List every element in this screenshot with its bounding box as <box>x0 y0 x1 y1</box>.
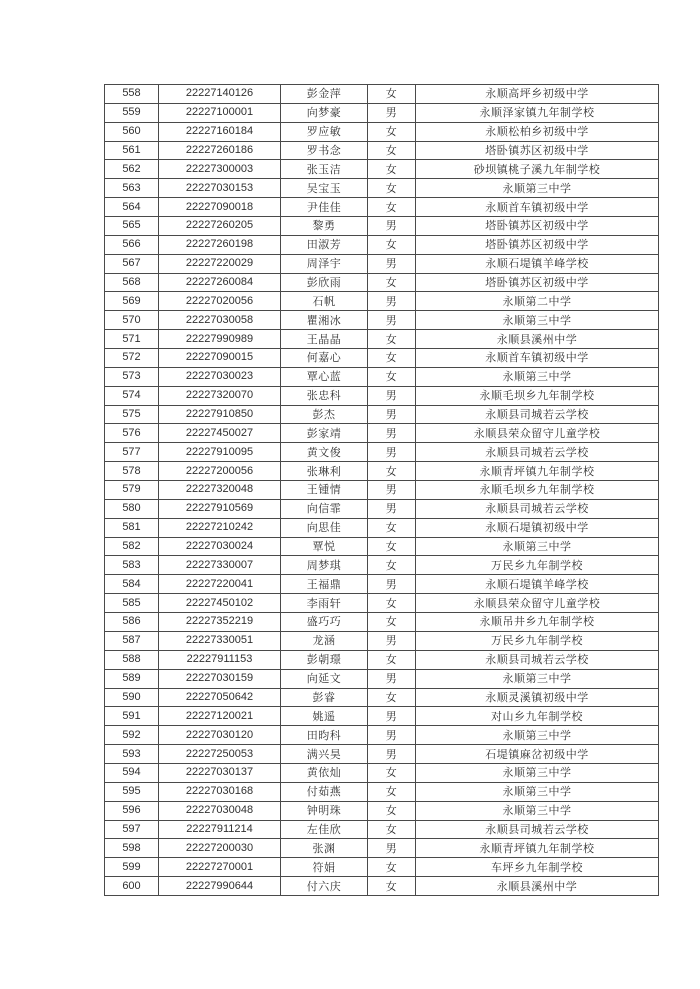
exam-id-cell: 22227030058 <box>159 311 281 330</box>
table-row <box>105 669 659 688</box>
name-cell: 王晶晶 <box>281 330 368 349</box>
table-row <box>105 726 659 745</box>
school-cell: 永顺第三中学 <box>416 367 659 386</box>
serial-cell: 575 <box>105 405 159 424</box>
school-cell: 永顺高坪乡初级中学 <box>416 85 659 104</box>
serial-cell: 560 <box>105 122 159 141</box>
gender-cell: 男 <box>368 103 416 122</box>
table-row <box>105 877 659 896</box>
table-row <box>105 424 659 443</box>
gender-cell: 女 <box>368 858 416 877</box>
serial-cell: 597 <box>105 820 159 839</box>
gender-cell: 女 <box>368 198 416 217</box>
exam-id-cell: 22227140126 <box>159 85 281 104</box>
gender-cell: 男 <box>368 405 416 424</box>
exam-id-cell: 22227990644 <box>159 877 281 896</box>
exam-id-cell: 22227030023 <box>159 367 281 386</box>
school-cell: 永顺石堤镇初级中学 <box>416 518 659 537</box>
name-cell: 姚遥 <box>281 707 368 726</box>
exam-id-cell: 22227300003 <box>159 160 281 179</box>
exam-id-cell: 22227320070 <box>159 386 281 405</box>
name-cell: 瞿湘冰 <box>281 311 368 330</box>
school-cell: 车坪乡九年制学校 <box>416 858 659 877</box>
name-cell: 李雨轩 <box>281 594 368 613</box>
serial-cell: 584 <box>105 575 159 594</box>
table-row <box>105 198 659 217</box>
name-cell: 付茹燕 <box>281 782 368 801</box>
gender-cell: 男 <box>368 481 416 500</box>
serial-cell: 600 <box>105 877 159 896</box>
school-cell: 塔卧镇苏区初级中学 <box>416 235 659 254</box>
school-cell: 石堤镇麻岔初级中学 <box>416 745 659 764</box>
exam-id-cell: 22227090018 <box>159 198 281 217</box>
school-cell: 永顺灵溪镇初级中学 <box>416 688 659 707</box>
table-row <box>105 499 659 518</box>
exam-id-cell: 22227100001 <box>159 103 281 122</box>
school-cell: 永顺石堤镇羊峰学校 <box>416 254 659 273</box>
gender-cell: 男 <box>368 311 416 330</box>
student-roster-body <box>105 85 659 896</box>
serial-cell: 583 <box>105 556 159 575</box>
name-cell: 罗书念 <box>281 141 368 160</box>
gender-cell: 女 <box>368 235 416 254</box>
name-cell: 何嘉心 <box>281 349 368 368</box>
table-row <box>105 103 659 122</box>
exam-id-cell: 22227450102 <box>159 594 281 613</box>
exam-id-cell: 22227220029 <box>159 254 281 273</box>
gender-cell: 男 <box>368 839 416 858</box>
table-row <box>105 518 659 537</box>
serial-cell: 581 <box>105 518 159 537</box>
name-cell: 彭朝璟 <box>281 650 368 669</box>
serial-cell: 595 <box>105 782 159 801</box>
table-row <box>105 141 659 160</box>
exam-id-cell: 22227320048 <box>159 481 281 500</box>
name-cell: 黎勇 <box>281 217 368 236</box>
school-cell: 永顺第三中学 <box>416 537 659 556</box>
gender-cell: 女 <box>368 763 416 782</box>
serial-cell: 565 <box>105 217 159 236</box>
name-cell: 张渊 <box>281 839 368 858</box>
gender-cell: 男 <box>368 443 416 462</box>
serial-cell: 571 <box>105 330 159 349</box>
exam-id-cell: 22227270001 <box>159 858 281 877</box>
school-cell: 砂坝镇桃子溪九年制学校 <box>416 160 659 179</box>
school-cell: 永顺第三中学 <box>416 179 659 198</box>
school-cell: 永顺第二中学 <box>416 292 659 311</box>
school-cell: 万民乡九年制学校 <box>416 556 659 575</box>
exam-id-cell: 22227160184 <box>159 122 281 141</box>
gender-cell: 男 <box>368 499 416 518</box>
serial-cell: 599 <box>105 858 159 877</box>
name-cell: 田昀科 <box>281 726 368 745</box>
serial-cell: 568 <box>105 273 159 292</box>
school-cell: 永顺第三中学 <box>416 801 659 820</box>
serial-cell: 590 <box>105 688 159 707</box>
table-row <box>105 688 659 707</box>
school-cell: 永顺毛坝乡九年制学校 <box>416 481 659 500</box>
gender-cell: 女 <box>368 650 416 669</box>
school-cell: 永顺县荣众留守儿童学校 <box>416 424 659 443</box>
name-cell: 黄依灿 <box>281 763 368 782</box>
serial-cell: 588 <box>105 650 159 669</box>
exam-id-cell: 22227090015 <box>159 349 281 368</box>
serial-cell: 579 <box>105 481 159 500</box>
gender-cell: 女 <box>368 877 416 896</box>
school-cell: 塔卧镇苏区初级中学 <box>416 273 659 292</box>
table-row <box>105 613 659 632</box>
school-cell: 永顺第三中学 <box>416 311 659 330</box>
school-cell: 永顺首车镇初级中学 <box>416 198 659 217</box>
gender-cell: 女 <box>368 537 416 556</box>
gender-cell: 男 <box>368 669 416 688</box>
table-row <box>105 179 659 198</box>
serial-cell: 582 <box>105 537 159 556</box>
table-row <box>105 330 659 349</box>
name-cell: 黄文俊 <box>281 443 368 462</box>
exam-id-cell: 22227030048 <box>159 801 281 820</box>
serial-cell: 587 <box>105 631 159 650</box>
serial-cell: 576 <box>105 424 159 443</box>
table-row <box>105 481 659 500</box>
table-row <box>105 405 659 424</box>
name-cell: 向信霏 <box>281 499 368 518</box>
table-row <box>105 122 659 141</box>
school-cell: 永顺青坪镇九年制学校 <box>416 462 659 481</box>
serial-cell: 594 <box>105 763 159 782</box>
table-row <box>105 254 659 273</box>
exam-id-cell: 22227200030 <box>159 839 281 858</box>
name-cell: 满兴昊 <box>281 745 368 764</box>
table-row <box>105 858 659 877</box>
name-cell: 左佳欣 <box>281 820 368 839</box>
serial-cell: 589 <box>105 669 159 688</box>
school-cell: 塔卧镇苏区初级中学 <box>416 217 659 236</box>
gender-cell: 女 <box>368 330 416 349</box>
gender-cell: 男 <box>368 292 416 311</box>
table-row <box>105 820 659 839</box>
school-cell: 永顺泽家镇九年制学校 <box>416 103 659 122</box>
name-cell: 向思佳 <box>281 518 368 537</box>
exam-id-cell: 22227210242 <box>159 518 281 537</box>
exam-id-cell: 22227910095 <box>159 443 281 462</box>
school-cell: 永顺第三中学 <box>416 782 659 801</box>
serial-cell: 574 <box>105 386 159 405</box>
serial-cell: 592 <box>105 726 159 745</box>
school-cell: 永顺松柏乡初级中学 <box>416 122 659 141</box>
exam-id-cell: 22227330007 <box>159 556 281 575</box>
name-cell: 钟明珠 <box>281 801 368 820</box>
name-cell: 王福鼎 <box>281 575 368 594</box>
school-cell: 永顺毛坝乡九年制学校 <box>416 386 659 405</box>
exam-id-cell: 22227990989 <box>159 330 281 349</box>
serial-cell: 596 <box>105 801 159 820</box>
table-row <box>105 839 659 858</box>
gender-cell: 女 <box>368 594 416 613</box>
serial-cell: 586 <box>105 613 159 632</box>
table-row <box>105 386 659 405</box>
exam-id-cell: 22227450027 <box>159 424 281 443</box>
name-cell: 吴宝玉 <box>281 179 368 198</box>
gender-cell: 女 <box>368 160 416 179</box>
school-cell: 永顺县司城若云学校 <box>416 499 659 518</box>
gender-cell: 男 <box>368 424 416 443</box>
name-cell: 向延文 <box>281 669 368 688</box>
serial-cell: 578 <box>105 462 159 481</box>
school-cell: 对山乡九年制学校 <box>416 707 659 726</box>
school-cell: 永顺县司城若云学校 <box>416 443 659 462</box>
table-row <box>105 594 659 613</box>
table-row <box>105 537 659 556</box>
table-row <box>105 631 659 650</box>
school-cell: 永顺青坪镇九年制学校 <box>416 839 659 858</box>
gender-cell: 女 <box>368 367 416 386</box>
name-cell: 石帆 <box>281 292 368 311</box>
school-cell: 永顺县溪州中学 <box>416 330 659 349</box>
serial-cell: 567 <box>105 254 159 273</box>
gender-cell: 女 <box>368 349 416 368</box>
name-cell: 符娟 <box>281 858 368 877</box>
exam-id-cell: 22227250053 <box>159 745 281 764</box>
exam-id-cell: 22227352219 <box>159 613 281 632</box>
gender-cell: 男 <box>368 386 416 405</box>
serial-cell: 564 <box>105 198 159 217</box>
exam-id-cell: 22227030168 <box>159 782 281 801</box>
exam-id-cell: 22227911214 <box>159 820 281 839</box>
exam-id-cell: 22227020056 <box>159 292 281 311</box>
gender-cell: 男 <box>368 726 416 745</box>
gender-cell: 女 <box>368 613 416 632</box>
serial-cell: 573 <box>105 367 159 386</box>
name-cell: 田淑芳 <box>281 235 368 254</box>
school-cell: 永顺第三中学 <box>416 669 659 688</box>
exam-id-cell: 22227030120 <box>159 726 281 745</box>
school-cell: 永顺县司城若云学校 <box>416 820 659 839</box>
name-cell: 彭杰 <box>281 405 368 424</box>
table-row <box>105 707 659 726</box>
gender-cell: 女 <box>368 122 416 141</box>
name-cell: 盛巧巧 <box>281 613 368 632</box>
school-cell: 永顺吊井乡九年制学校 <box>416 613 659 632</box>
serial-cell: 580 <box>105 499 159 518</box>
name-cell: 向梦豪 <box>281 103 368 122</box>
table-row <box>105 462 659 481</box>
exam-id-cell: 22227200056 <box>159 462 281 481</box>
serial-cell: 585 <box>105 594 159 613</box>
table-row <box>105 217 659 236</box>
name-cell: 张琳利 <box>281 462 368 481</box>
name-cell: 张玉洁 <box>281 160 368 179</box>
exam-id-cell: 22227030153 <box>159 179 281 198</box>
gender-cell: 女 <box>368 518 416 537</box>
school-cell: 永顺第三中学 <box>416 726 659 745</box>
school-cell: 塔卧镇苏区初级中学 <box>416 141 659 160</box>
table-row <box>105 575 659 594</box>
name-cell: 彭家靖 <box>281 424 368 443</box>
gender-cell: 男 <box>368 631 416 650</box>
gender-cell: 男 <box>368 745 416 764</box>
serial-cell: 572 <box>105 349 159 368</box>
name-cell: 王锺情 <box>281 481 368 500</box>
exam-id-cell: 22227030024 <box>159 537 281 556</box>
table-row <box>105 763 659 782</box>
table-row <box>105 556 659 575</box>
table-row <box>105 311 659 330</box>
exam-id-cell: 22227120021 <box>159 707 281 726</box>
gender-cell: 女 <box>368 556 416 575</box>
gender-cell: 男 <box>368 575 416 594</box>
school-cell: 永顺第三中学 <box>416 763 659 782</box>
exam-id-cell: 22227220041 <box>159 575 281 594</box>
gender-cell: 男 <box>368 254 416 273</box>
school-cell: 永顺县溪州中学 <box>416 877 659 896</box>
exam-id-cell: 22227030137 <box>159 763 281 782</box>
exam-id-cell: 22227260205 <box>159 217 281 236</box>
table-row <box>105 273 659 292</box>
exam-id-cell: 22227910569 <box>159 499 281 518</box>
serial-cell: 566 <box>105 235 159 254</box>
name-cell: 龙涵 <box>281 631 368 650</box>
name-cell: 彭金萍 <box>281 85 368 104</box>
table-row <box>105 235 659 254</box>
exam-id-cell: 22227910850 <box>159 405 281 424</box>
school-cell: 永顺县司城若云学校 <box>416 405 659 424</box>
serial-cell: 559 <box>105 103 159 122</box>
gender-cell: 男 <box>368 217 416 236</box>
serial-cell: 558 <box>105 85 159 104</box>
name-cell: 覃悦 <box>281 537 368 556</box>
school-cell: 万民乡九年制学校 <box>416 631 659 650</box>
serial-cell: 591 <box>105 707 159 726</box>
gender-cell: 男 <box>368 707 416 726</box>
school-cell: 永顺石堤镇羊峰学校 <box>416 575 659 594</box>
table-row <box>105 443 659 462</box>
serial-cell: 577 <box>105 443 159 462</box>
name-cell: 彭欣雨 <box>281 273 368 292</box>
gender-cell: 女 <box>368 141 416 160</box>
gender-cell: 女 <box>368 85 416 104</box>
name-cell: 周泽宇 <box>281 254 368 273</box>
name-cell: 周梦琪 <box>281 556 368 575</box>
serial-cell: 561 <box>105 141 159 160</box>
table-row <box>105 801 659 820</box>
gender-cell: 女 <box>368 462 416 481</box>
exam-id-cell: 22227260186 <box>159 141 281 160</box>
table-row <box>105 349 659 368</box>
name-cell: 尹佳佳 <box>281 198 368 217</box>
serial-cell: 570 <box>105 311 159 330</box>
gender-cell: 女 <box>368 782 416 801</box>
gender-cell: 女 <box>368 273 416 292</box>
table-row <box>105 367 659 386</box>
serial-cell: 598 <box>105 839 159 858</box>
table-row <box>105 782 659 801</box>
serial-cell: 593 <box>105 745 159 764</box>
gender-cell: 女 <box>368 801 416 820</box>
table-row <box>105 160 659 179</box>
gender-cell: 女 <box>368 179 416 198</box>
school-cell: 永顺县司城若云学校 <box>416 650 659 669</box>
student-roster-table <box>104 84 659 896</box>
table-row <box>105 292 659 311</box>
gender-cell: 女 <box>368 820 416 839</box>
exam-id-cell: 22227330051 <box>159 631 281 650</box>
gender-cell: 女 <box>368 688 416 707</box>
school-cell: 永顺首车镇初级中学 <box>416 349 659 368</box>
table-row <box>105 85 659 104</box>
serial-cell: 562 <box>105 160 159 179</box>
exam-id-cell: 22227050642 <box>159 688 281 707</box>
serial-cell: 569 <box>105 292 159 311</box>
school-cell: 永顺县荣众留守儿童学校 <box>416 594 659 613</box>
name-cell: 罗应敏 <box>281 122 368 141</box>
name-cell: 张忠科 <box>281 386 368 405</box>
table-row <box>105 650 659 669</box>
name-cell: 覃心蓝 <box>281 367 368 386</box>
exam-id-cell: 22227260084 <box>159 273 281 292</box>
table-row <box>105 745 659 764</box>
exam-id-cell: 22227030159 <box>159 669 281 688</box>
exam-id-cell: 22227911153 <box>159 650 281 669</box>
serial-cell: 563 <box>105 179 159 198</box>
exam-id-cell: 22227260198 <box>159 235 281 254</box>
name-cell: 付六庆 <box>281 877 368 896</box>
name-cell: 彭睿 <box>281 688 368 707</box>
